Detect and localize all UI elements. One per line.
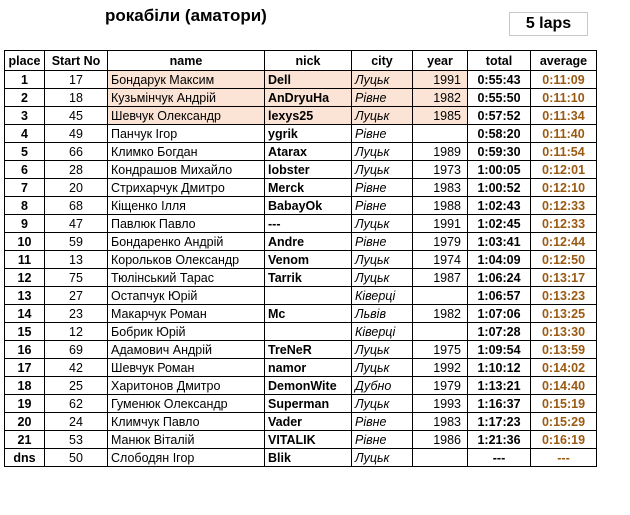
table-row — [5, 341, 597, 359]
table-row — [5, 215, 597, 233]
total-time-cell: 1:07:28 — [468, 323, 531, 341]
average-time-cell: 0:13:25 — [531, 305, 597, 323]
header-average: average — [531, 51, 597, 71]
start-no-cell: 45 — [45, 107, 108, 125]
year-cell: 1991 — [413, 71, 468, 89]
city-cell: Луцьк — [352, 161, 413, 179]
place-cell: 12 — [5, 269, 45, 287]
average-time-cell: 0:12:44 — [531, 233, 597, 251]
year-cell — [413, 287, 468, 305]
header-year: year — [413, 51, 468, 71]
total-time-cell: 1:02:45 — [468, 215, 531, 233]
table-row — [5, 125, 597, 143]
nick-cell — [265, 323, 352, 341]
name-cell: Остапчук Юрій — [108, 287, 265, 305]
total-time-cell: 0:59:30 — [468, 143, 531, 161]
header-place: place — [5, 51, 45, 71]
place-cell: 13 — [5, 287, 45, 305]
city-cell: Луцьк — [352, 359, 413, 377]
year-cell: 1982 — [413, 305, 468, 323]
name-cell: Шевчук Олександр — [108, 107, 265, 125]
place-cell: 8 — [5, 197, 45, 215]
year-cell: 1973 — [413, 161, 468, 179]
city-cell: Рівне — [352, 233, 413, 251]
place-cell: 7 — [5, 179, 45, 197]
table-row — [5, 413, 597, 431]
table-row — [5, 143, 597, 161]
name-cell: Адамович Андрій — [108, 341, 265, 359]
name-cell: Климко Богдан — [108, 143, 265, 161]
table-row — [5, 377, 597, 395]
total-time-cell: 0:55:50 — [468, 89, 531, 107]
table-row — [5, 197, 597, 215]
name-cell: Климчук Павло — [108, 413, 265, 431]
city-cell: Луцьк — [352, 449, 413, 467]
city-cell: Луцьк — [352, 143, 413, 161]
nick-cell: lobster — [265, 161, 352, 179]
nick-cell: TreNeR — [265, 341, 352, 359]
start-no-cell: 50 — [45, 449, 108, 467]
year-cell: 1993 — [413, 395, 468, 413]
average-time-cell: 0:14:02 — [531, 359, 597, 377]
name-cell: Харитонов Дмитро — [108, 377, 265, 395]
place-cell: 11 — [5, 251, 45, 269]
start-no-cell: 47 — [45, 215, 108, 233]
start-no-cell: 13 — [45, 251, 108, 269]
total-time-cell: 1:06:57 — [468, 287, 531, 305]
average-time-cell: 0:12:33 — [531, 197, 597, 215]
start-no-cell: 42 — [45, 359, 108, 377]
city-cell: Рівне — [352, 125, 413, 143]
average-time-cell: 0:11:09 — [531, 71, 597, 89]
nick-cell: VITALIK — [265, 431, 352, 449]
header-start-no: Start No — [45, 51, 108, 71]
average-time-cell: 0:16:19 — [531, 431, 597, 449]
year-cell: 1987 — [413, 269, 468, 287]
year-cell: 1985 — [413, 107, 468, 125]
header-city: city — [352, 51, 413, 71]
table-row — [5, 233, 597, 251]
city-cell: Рівне — [352, 89, 413, 107]
nick-cell: ygrik — [265, 125, 352, 143]
table-row — [5, 395, 597, 413]
name-cell: Кіщенко Ілля — [108, 197, 265, 215]
table-row — [5, 431, 597, 449]
start-no-cell: 23 — [45, 305, 108, 323]
city-cell: Ківерці — [352, 323, 413, 341]
name-cell: Панчук Ігор — [108, 125, 265, 143]
nick-cell: lexys25 — [265, 107, 352, 125]
average-time-cell: 0:12:50 — [531, 251, 597, 269]
nick-cell: Mc — [265, 305, 352, 323]
year-cell: 1983 — [413, 413, 468, 431]
table-row — [5, 179, 597, 197]
place-cell: 4 — [5, 125, 45, 143]
table-row — [5, 89, 597, 107]
city-cell: Львів — [352, 305, 413, 323]
nick-cell: Tarrik — [265, 269, 352, 287]
city-cell: Луцьк — [352, 341, 413, 359]
year-cell: 1982 — [413, 89, 468, 107]
place-cell: 18 — [5, 377, 45, 395]
header-row — [5, 51, 597, 71]
start-no-cell: 69 — [45, 341, 108, 359]
table-row — [5, 449, 597, 467]
table-row — [5, 269, 597, 287]
nick-cell — [265, 287, 352, 305]
place-cell: 6 — [5, 161, 45, 179]
name-cell: Макарчук Роман — [108, 305, 265, 323]
year-cell — [413, 125, 468, 143]
place-cell: 20 — [5, 413, 45, 431]
place-cell: 15 — [5, 323, 45, 341]
average-time-cell: 0:13:17 — [531, 269, 597, 287]
city-cell: Рівне — [352, 413, 413, 431]
city-cell: Луцьк — [352, 215, 413, 233]
average-time-cell: 0:11:34 — [531, 107, 597, 125]
average-time-cell: 0:13:23 — [531, 287, 597, 305]
average-time-cell: 0:13:59 — [531, 341, 597, 359]
start-no-cell: 28 — [45, 161, 108, 179]
total-time-cell: --- — [468, 449, 531, 467]
place-cell: 10 — [5, 233, 45, 251]
start-no-cell: 20 — [45, 179, 108, 197]
place-cell: 21 — [5, 431, 45, 449]
total-time-cell: 1:21:36 — [468, 431, 531, 449]
table-row — [5, 71, 597, 89]
start-no-cell: 27 — [45, 287, 108, 305]
place-cell: 5 — [5, 143, 45, 161]
start-no-cell: 68 — [45, 197, 108, 215]
year-cell — [413, 449, 468, 467]
year-cell: 1975 — [413, 341, 468, 359]
page-title: рокабіли (аматори) — [105, 6, 267, 25]
place-cell: 1 — [5, 71, 45, 89]
year-cell: 1988 — [413, 197, 468, 215]
nick-cell: namor — [265, 359, 352, 377]
nick-cell: Vader — [265, 413, 352, 431]
average-time-cell: 0:12:10 — [531, 179, 597, 197]
name-cell: Гуменюк Олександр — [108, 395, 265, 413]
total-time-cell: 1:07:06 — [468, 305, 531, 323]
total-time-cell: 1:09:54 — [468, 341, 531, 359]
name-cell: Стрихарчук Дмитро — [108, 179, 265, 197]
nick-cell: Venom — [265, 251, 352, 269]
place-cell: 3 — [5, 107, 45, 125]
header-name: name — [108, 51, 265, 71]
header-total: total — [468, 51, 531, 71]
city-cell: Ківерці — [352, 287, 413, 305]
average-time-cell: 0:15:29 — [531, 413, 597, 431]
name-cell: Тюлінський Тарас — [108, 269, 265, 287]
total-time-cell: 1:03:41 — [468, 233, 531, 251]
city-cell: Луцьк — [352, 395, 413, 413]
place-cell: 16 — [5, 341, 45, 359]
start-no-cell: 66 — [45, 143, 108, 161]
year-cell: 1991 — [413, 215, 468, 233]
table-row — [5, 359, 597, 377]
place-cell: 19 — [5, 395, 45, 413]
nick-cell: DemonWite — [265, 377, 352, 395]
nick-cell: Andre — [265, 233, 352, 251]
table-row — [5, 107, 597, 125]
year-cell: 1992 — [413, 359, 468, 377]
total-time-cell: 0:55:43 — [468, 71, 531, 89]
total-time-cell: 1:02:43 — [468, 197, 531, 215]
average-time-cell: 0:11:10 — [531, 89, 597, 107]
nick-cell: --- — [265, 215, 352, 233]
place-cell: 17 — [5, 359, 45, 377]
nick-cell: Blik — [265, 449, 352, 467]
place-cell: 14 — [5, 305, 45, 323]
header-nick: nick — [265, 51, 352, 71]
total-time-cell: 1:10:12 — [468, 359, 531, 377]
city-cell: Рівне — [352, 431, 413, 449]
nick-cell: BabayOk — [265, 197, 352, 215]
total-time-cell: 0:58:20 — [468, 125, 531, 143]
year-cell: 1974 — [413, 251, 468, 269]
start-no-cell: 12 — [45, 323, 108, 341]
table-row — [5, 323, 597, 341]
nick-cell: AnDryuHa — [265, 89, 352, 107]
average-time-cell: --- — [531, 449, 597, 467]
city-cell: Дубно — [352, 377, 413, 395]
table-row — [5, 161, 597, 179]
name-cell: Бобрик Юрій — [108, 323, 265, 341]
total-time-cell: 1:16:37 — [468, 395, 531, 413]
average-time-cell: 0:12:33 — [531, 215, 597, 233]
name-cell: Кондрашов Михайло — [108, 161, 265, 179]
average-time-cell: 0:11:40 — [531, 125, 597, 143]
start-no-cell: 49 — [45, 125, 108, 143]
total-time-cell: 1:06:24 — [468, 269, 531, 287]
city-cell: Луцьк — [352, 251, 413, 269]
start-no-cell: 53 — [45, 431, 108, 449]
total-time-cell: 1:00:52 — [468, 179, 531, 197]
start-no-cell: 24 — [45, 413, 108, 431]
year-cell: 1979 — [413, 377, 468, 395]
average-time-cell: 0:14:40 — [531, 377, 597, 395]
name-cell: Слободян Ігор — [108, 449, 265, 467]
table-row — [5, 251, 597, 269]
nick-cell: Dell — [265, 71, 352, 89]
table-row — [5, 287, 597, 305]
start-no-cell: 75 — [45, 269, 108, 287]
year-cell: 1983 — [413, 179, 468, 197]
nick-cell: Merck — [265, 179, 352, 197]
average-time-cell: 0:13:30 — [531, 323, 597, 341]
laps-count: 5 laps — [509, 12, 588, 36]
start-no-cell: 18 — [45, 89, 108, 107]
total-time-cell: 1:13:21 — [468, 377, 531, 395]
name-cell: Павлюк Павло — [108, 215, 265, 233]
results-table — [4, 50, 597, 467]
name-cell: Кузьмінчук Андрій — [108, 89, 265, 107]
average-time-cell: 0:15:19 — [531, 395, 597, 413]
average-time-cell: 0:12:01 — [531, 161, 597, 179]
average-time-cell: 0:11:54 — [531, 143, 597, 161]
year-cell — [413, 323, 468, 341]
city-cell: Луцьк — [352, 269, 413, 287]
place-cell: 2 — [5, 89, 45, 107]
nick-cell: Atarax — [265, 143, 352, 161]
total-time-cell: 0:57:52 — [468, 107, 531, 125]
city-cell: Рівне — [352, 197, 413, 215]
city-cell: Луцьк — [352, 71, 413, 89]
place-cell: 9 — [5, 215, 45, 233]
start-no-cell: 62 — [45, 395, 108, 413]
name-cell: Бондаренко Андрій — [108, 233, 265, 251]
city-cell: Рівне — [352, 179, 413, 197]
total-time-cell: 1:00:05 — [468, 161, 531, 179]
total-time-cell: 1:17:23 — [468, 413, 531, 431]
name-cell: Корольков Олександр — [108, 251, 265, 269]
city-cell: Луцьк — [352, 107, 413, 125]
name-cell: Бондарук Максим — [108, 71, 265, 89]
nick-cell: Superman — [265, 395, 352, 413]
start-no-cell: 25 — [45, 377, 108, 395]
total-time-cell: 1:04:09 — [468, 251, 531, 269]
start-no-cell: 17 — [45, 71, 108, 89]
place-cell: dns — [5, 449, 45, 467]
year-cell: 1989 — [413, 143, 468, 161]
table-row — [5, 305, 597, 323]
year-cell: 1986 — [413, 431, 468, 449]
name-cell: Шевчук Роман — [108, 359, 265, 377]
start-no-cell: 59 — [45, 233, 108, 251]
year-cell: 1979 — [413, 233, 468, 251]
name-cell: Манюк Віталій — [108, 431, 265, 449]
